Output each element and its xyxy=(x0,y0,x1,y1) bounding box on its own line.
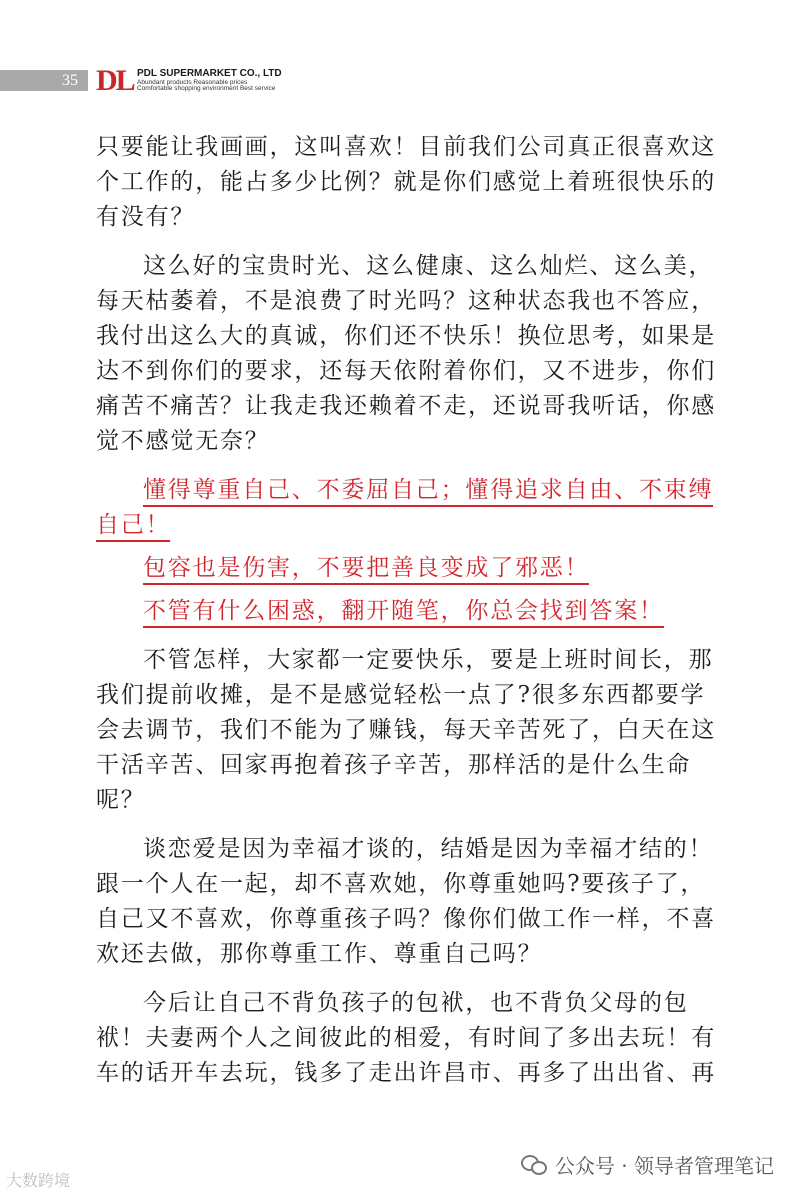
highlight-text: 懂得尊重自己、不委屈自己；懂得追求自由、不束缚自己！ xyxy=(96,477,713,542)
bottom-watermark: 大数跨境 xyxy=(6,1171,71,1190)
company-tagline-1: Abundant products Reasonable prices xyxy=(137,78,248,86)
highlight-quote xyxy=(96,473,716,543)
page-body xyxy=(96,130,716,1105)
wechat-icon xyxy=(521,1155,547,1175)
watermark xyxy=(521,1150,774,1179)
highlight-quote xyxy=(96,594,716,629)
watermark-text: 公众号 · 领导者管理笔记 xyxy=(554,1154,774,1178)
paragraph: 不管怎样，大家都一定要快乐，要是上班时间长，那我们提前收摊，是不是感觉轻松一点了?很多东西都要学会去调节，我们不能为了赚钱，每天辛苦死了，白天在这干活辛苦、回家再抱着孩子辛苦，那样活的是什么生命呢？ xyxy=(96,647,716,813)
paragraph: 今后让自己不背负孩子的包袱，也不背负父母的包袱！夫妻两个人之间彼此的相爱，有时间了多出去玩！有车的话开车去玩，钱多了走出许昌市、再多了出出省、再 xyxy=(96,990,716,1086)
highlight-quote xyxy=(96,551,716,586)
paragraph: 谈恋爱是因为幸福才谈的，结婚是因为幸福才结的！跟一个人在一起，却不喜欢她，你尊重她吗?要孩子了，自己又不喜欢，你尊重孩子吗？像你们做工作一样，不喜欢还去做，那你尊重工作、尊重自己吗？ xyxy=(96,836,716,967)
company-tagline-2: Comfortable shopping environment Best service xyxy=(137,85,276,93)
company-info xyxy=(137,69,282,93)
page-number: 35 xyxy=(62,72,78,89)
highlight-text: 不管有什么困惑，翻开随笔，你总会找到答案！ xyxy=(143,598,664,628)
highlight-text: 包容也是伤害，不要把善良变成了邪恶！ xyxy=(143,555,589,585)
company-logo: DL xyxy=(96,64,134,97)
company-name: PDL SUPERMARKET CO., LTD xyxy=(137,68,282,79)
paragraph: 只要能让我画画，这叫喜欢！目前我们公司真正很喜欢这个工作的，能占多少比例？就是你们感觉上着班很快乐的有没有？ xyxy=(96,134,716,230)
paragraph: 这么好的宝贵时光、这么健康、这么灿烂、这么美，每天枯萎着，不是浪费了时光吗？这种状态我也不答应，我付出这么大的真诚，你们还不快乐！换位思考，如果是达不到你们的要求，还每天依附着你们，又不进步，你们痛苦不痛苦？让我走我还赖着不走，还说哥我听话，你感觉不感觉无奈？ xyxy=(96,253,716,454)
